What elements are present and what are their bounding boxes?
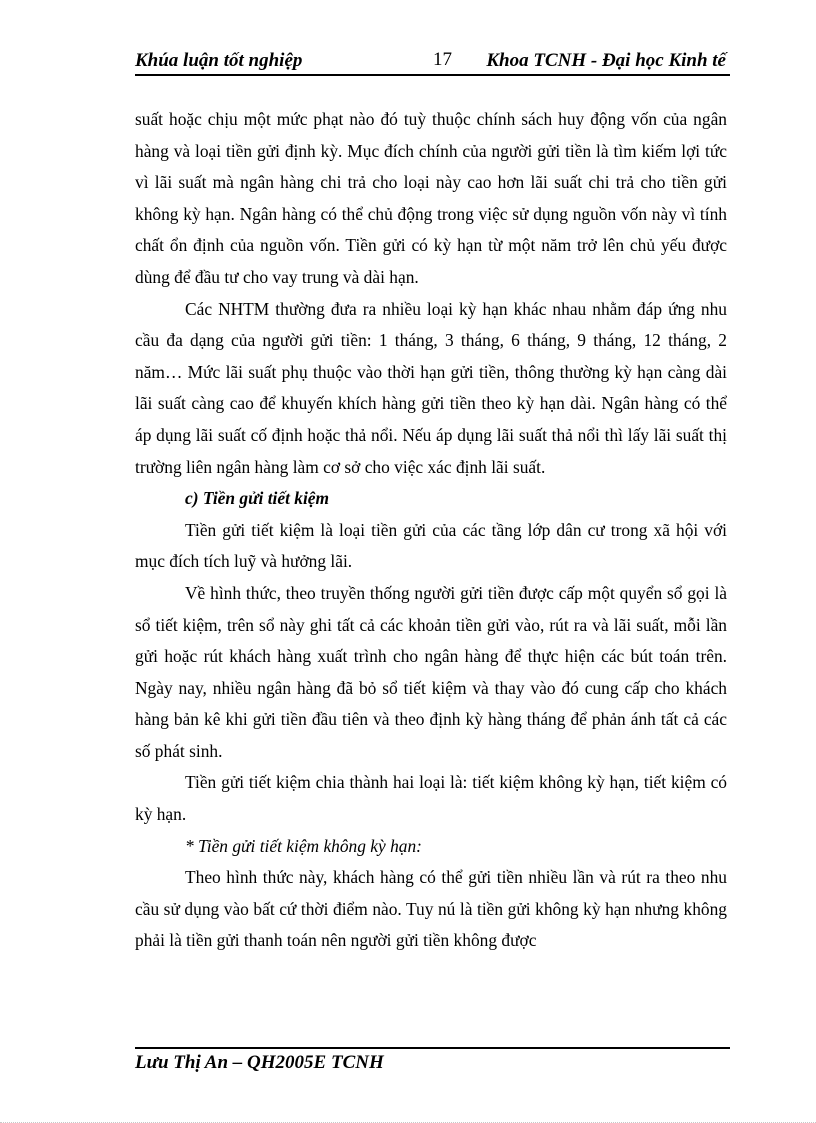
paragraph-5: Tiền gửi tiết kiệm chia thành hai loại là: tiết kiệm không kỳ hạn, tiết kiệm có kỳ hạn. bbox=[135, 772, 727, 825]
main-text bbox=[135, 104, 727, 957]
page-header bbox=[135, 48, 730, 76]
paragraph-4: Về hình thức, theo truyền thống người gửi tiền được cấp một quyển sổ gọi là sổ tiết kiệm, trên sổ này ghi tất cả các khoản tiền gửi vào, rút ra và lãi suất, mỗi lần gửi hoặc rút khách hàng xuất trình cho ngân hàng để thực hiện các bút toán trên. Ngày nay, nhiều ngân hàng đã bỏ sổ tiết kiệm và thay vào đó cung cấp cho khách hàng bản kê khi gửi tiền đầu tiên và theo định kỳ hàng tháng để phản ánh tất cả các số phát sinh. bbox=[135, 582, 727, 761]
paragraph-1: suất hoặc chịu một mức phạt nào đó tuỳ thuộc chính sách huy động vốn của ngân hàng và loại tiền gửi định kỳ. Mục đích chính của người gửi tiền là tìm kiếm lợi tức vì lãi suất mà ngân hàng chi trả cho loại này cao hơn lãi suất chi trả cho tiền gửi không kỳ hạn. Ngân hàng có thể chủ động trong việc sử dụng nguồn vốn này vì tính chất ổn định của nguồn vốn. Tiền gửi có kỳ hạn từ một năm trở lên chủ yếu được dùng để đầu tư cho vay trung và dài hạn. bbox=[135, 109, 727, 287]
section-heading: c) Tiền gửi tiết kiệm bbox=[185, 488, 330, 509]
page-footer: Lưu Thị An – QH2005E TCNH bbox=[135, 1052, 384, 1073]
page-number: 17 bbox=[433, 49, 452, 70]
sub-heading: * Tiền gửi tiết kiệm không kỳ hạn: bbox=[185, 835, 422, 856]
paragraph-6: Theo hình thức này, khách hàng có thể gửi tiền nhiều lần và rút ra theo nhu cầu sử dụng vào bất cứ thời điểm nào. Tuy nú là tiền gửi không kỳ hạn nhưng không phải là tiền gửi thanh toán nên người gửi tiền không được bbox=[135, 867, 727, 951]
paragraph-2: Các NHTM thường đưa ra nhiều loại kỳ hạn khác nhau nhằm đáp ứng nhu cầu đa dạng của người gửi tiền: 1 tháng, 3 tháng, 6 tháng, 9 tháng, 12 tháng, 2 năm… Mức lãi suất phụ thuộc vào thời hạn gửi tiền, thông thường kỳ hạn càng dài lãi suất càng cao để khuyến khích hàng gửi tiền theo kỳ hạn dài. Ngân hàng có thể áp dụng lãi suất cố định hoặc thả nổi. Nếu áp dụng lãi suất thả nổi thì lấy lãi suất thị trường liên ngân hàng làm cơ sở cho việc xác định lãi suất. bbox=[135, 298, 727, 477]
header-faculty: Khoa TCNH - Đại học Kinh tế bbox=[486, 50, 726, 71]
header-thesis-title: Khúa luận tốt nghiệp bbox=[135, 50, 303, 71]
paragraph-3: Tiền gửi tiết kiệm là loại tiền gửi của các tầng lớp dân cư trong xã hội với mục đích tích luỹ và hưởng lãi. bbox=[135, 519, 727, 572]
footer-divider bbox=[135, 1047, 730, 1049]
